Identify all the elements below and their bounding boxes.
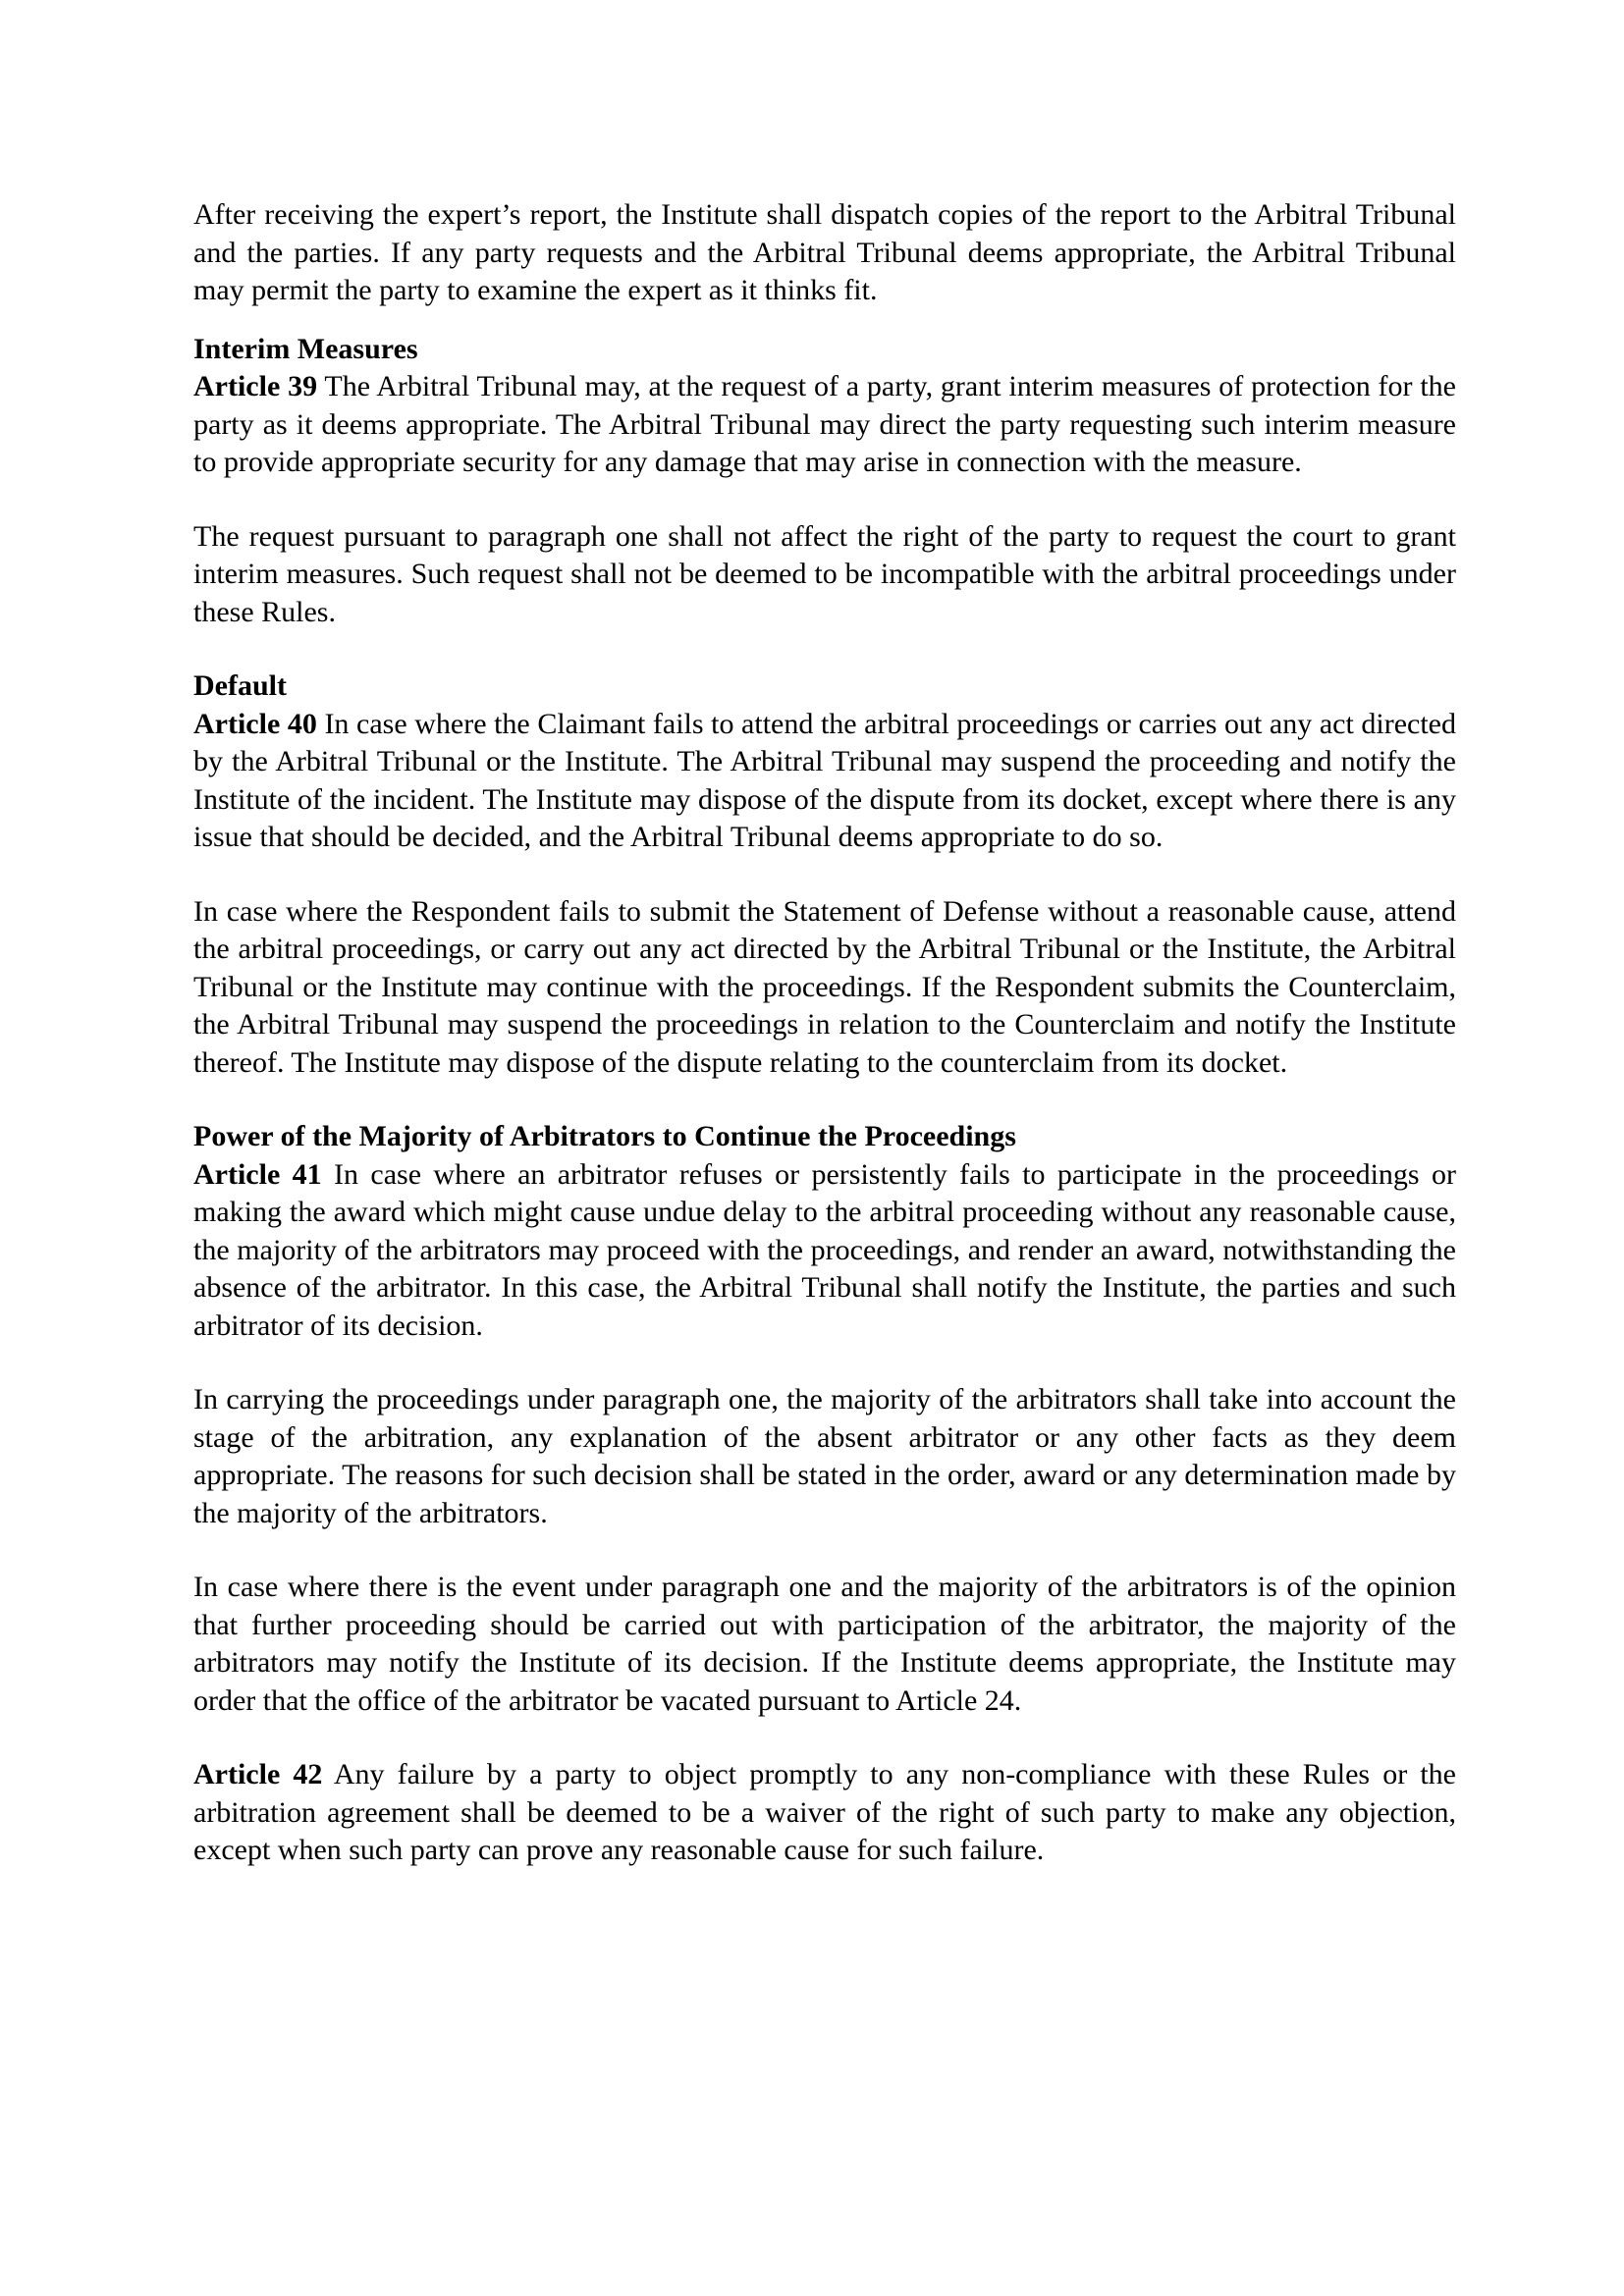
article-number: Article 42 [193, 1758, 323, 1790]
article-paragraph: Article 40 In case where the Claimant fails to attend the arbitral proceedings or carries out any act directed by the Arbitral Tribunal or the Institute. The Arbitral Tribunal may suspend the proceeding and notify the Institute of the incident. The Institute may dispose of the dispute from its docket, except where there is any issue that should be decided, and the Arbitral Tribunal deems appropriate to do so. [193, 707, 1456, 853]
body-paragraph: The request pursuant to paragraph one shall not affect the right of the party to request the court to grant interim measures. Such request shall not be deemed to be incompatible with the arbitral proceedings under these Rules. [193, 519, 1456, 628]
section-heading: Default [193, 669, 287, 702]
section-heading: Interim Measures [193, 332, 418, 365]
article-number: Article 39 [193, 370, 318, 402]
body-paragraph: After receiving the expert’s report, the Institute shall dispatch copies of the report to the Arbitral Tribunal and the parties. If any party requests and the Arbitral Tribunal deems appropriate, the Arbitral Tribunal may permit the party to examine the expert as it thinks fit. [193, 198, 1456, 306]
article-number: Article 40 [193, 707, 317, 740]
article-paragraph: Article 42 Any failure by a party to object promptly to any non-compliance with these Rules or the arbitration agreement shall be deemed to be a waiver of the right of such party to make any objection, except when such party can prove any reasonable cause for such failure. [193, 1758, 1456, 1866]
body-paragraph: In carrying the proceedings under paragraph one, the majority of the arbitrators shall take into account the stage of the arbitration, any explanation of the absent arbitrator or any other facts as they deem appropriate. The reasons for such decision shall be stated in the order, award or any determination made by the majority of the arbitrators. [193, 1383, 1456, 1529]
article-paragraph: Article 41 In case where an arbitrator refuses or persistently fails to participate in the proceedings or making the award which might cause undue delay to the arbitral proceeding without any reasonable cause, the majority of the arbitrators may proceed with the proceedings, and render an award, notwithstanding the absence of the arbitrator. In this case, the Arbitral Tribunal shall notify the Institute, the parties and such arbitrator of its decision. [193, 1157, 1456, 1342]
article-paragraph: Article 39 The Arbitral Tribunal may, at the request of a party, grant interim measures of protection for the party as it deems appropriate. The Arbitral Tribunal may direct the party requesting such interim measure to provide appropriate security for any damage that may arise in connection with the measure. [193, 370, 1456, 478]
section-heading: Power of the Majority of Arbitrators to Continue the Proceedings [193, 1120, 1016, 1152]
document-content [193, 196, 1456, 1906]
article-number: Article 41 [193, 1157, 322, 1191]
body-paragraph: In case where there is the event under paragraph one and the majority of the arbitrators is of the opinion that further proceeding should be carried out with participation of the arbitrator, the majority of the arbitrators may notify the Institute of its decision. If the Institute deems appropriate, the Institute may order that the office of the arbitrator be vacated pursuant to Article 24. [193, 1571, 1456, 1717]
body-paragraph: In case where the Respondent fails to submit the Statement of Defense without a reasonable cause, attend the arbitral proceedings, or carry out any act directed by the Arbitral Tribunal or the Institute, the Arbitral Tribunal or the Institute may continue with the proceedings. If the Respondent submits the Counterclaim, the Arbitral Tribunal may suspend the proceedings in relation to the Counterclaim and notify the Institute thereof. The Institute may dispose of the dispute relating to the counterclaim from its docket. [193, 894, 1456, 1079]
